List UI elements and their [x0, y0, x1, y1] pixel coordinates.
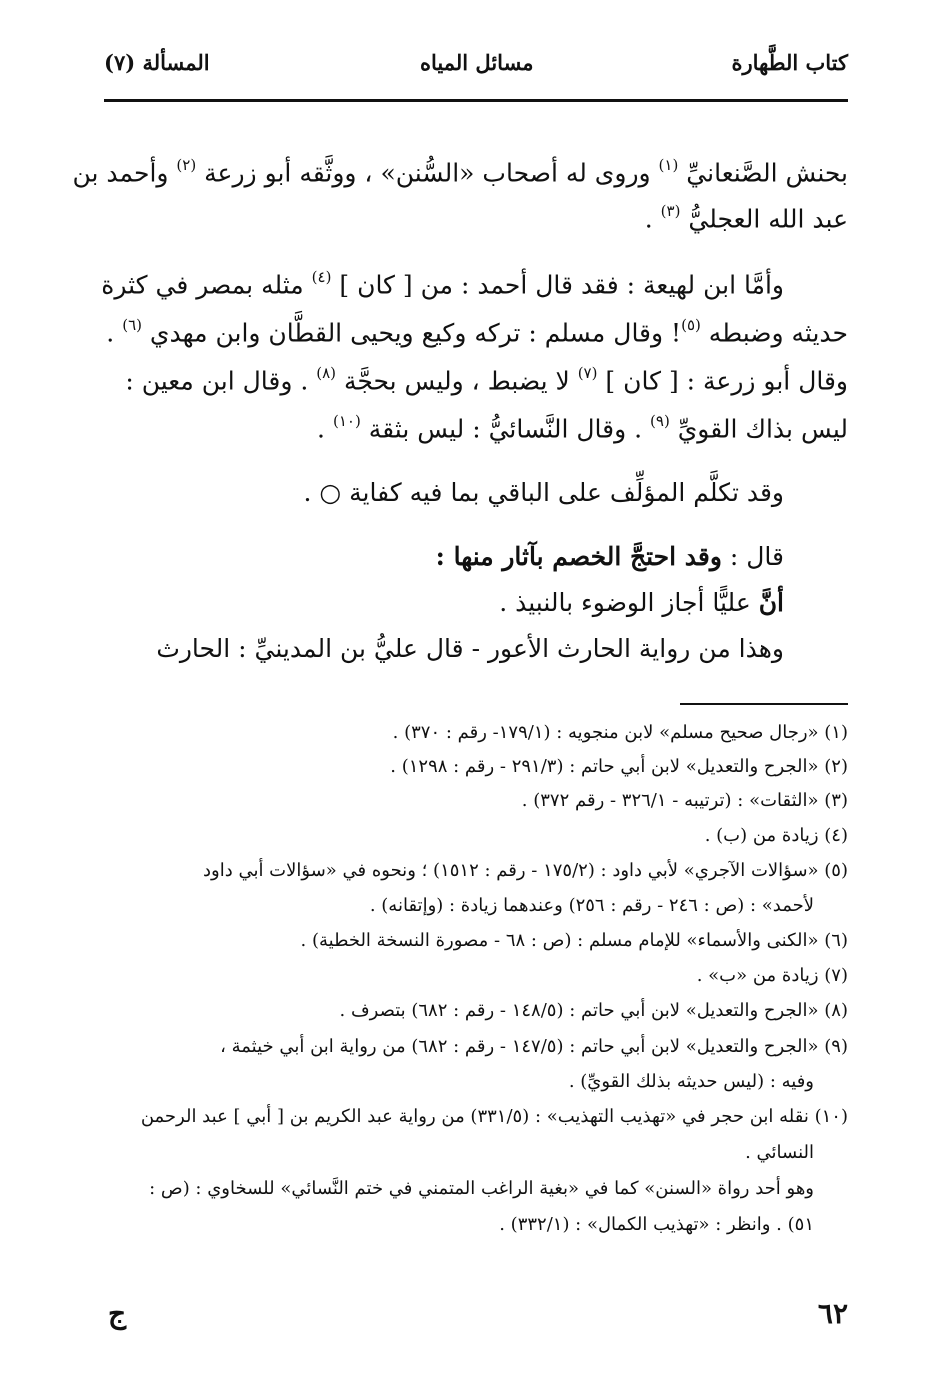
footnote-rule	[680, 703, 848, 705]
footnote-6: (٦) «الكنى والأسماء» للإمام مسلم : (ص : ٦٨ - مصورة النسخة الخطية) .	[300, 930, 848, 951]
body-line: بحنش الصَّنعانيِّ $^{(١)}$ وروى له أصحاب «السُّنن» ، ووثَّقه أبو زرعة $^{(٢)}$ وأحمد بن	[72, 156, 848, 188]
body-line: أنَّ عليًّا أجاز الوضوء بالنبيذ .	[499, 588, 784, 617]
footnote-10: (١٠) نقله ابن حجر في «تهذيب التهذيب» : (٣٣١/٥) من رواية عبد الكريم بن [ أبي ] عبد الرحمن	[140, 1106, 848, 1127]
body-line: وقد تكلَّم المؤلِّف على الباقي بما فيه كفاية ○ .	[303, 478, 784, 507]
footnote-8: (٨) «الجرح والتعديل» لابن أبي حاتم : (١٤٨/٥ - رقم : ٦٨٢) بتصرف .	[339, 1000, 848, 1021]
body-line: وأمَّا ابن لهيعة : فقد قال أحمد : من [ كان ] $^{(٤)}$ مثله بمصر في كثرة	[101, 268, 784, 300]
footnote-10-note: وهو أحد رواة «السنن» كما في «بغية الراغب المتمني في ختم النَّسائي» للسخاوي : (ص :	[149, 1178, 814, 1199]
footnote-9-cont: وفيه : (ليس حديثه بذلك القويِّ) .	[568, 1071, 814, 1092]
body-line: وقال أبو زرعة : [ كان ] $^{(٧)}$ لا يضبط ، وليس بحجَّة $^{(٨)}$ . وقال ابن معين :	[125, 364, 848, 396]
body-line: قال : وقد احتجَّ الخصم بآثار منها :	[435, 542, 784, 571]
header-issue-number: المسألة (٧)	[104, 50, 210, 75]
page-number: ٦٢	[817, 1297, 848, 1330]
header-chapter-title: مسائل المياه	[420, 50, 534, 75]
body-line: وهذا من رواية الحارث الأعور - قال عليُّ بن المدينيِّ : الحارث	[156, 634, 784, 663]
footnote-10-cont: النسائي .	[745, 1142, 814, 1163]
header-book-title: كتاب الطَّهارة	[731, 50, 848, 75]
header-rule	[104, 99, 848, 102]
signature-mark: ج	[108, 1297, 127, 1330]
footnote-5: (٥) «سؤالات الآجري» لأبي داود : (١٧٥/٢ - رقم : ١٥١٢) ؛ ونحوه في «سؤالات أبي داود	[203, 860, 848, 881]
footnote-7: (٧) زيادة من «ب» .	[696, 965, 848, 986]
footnote-9: (٩) «الجرح والتعديل» لابن أبي حاتم : (١٤٧/٥ - رقم : ٦٨٢) من رواية ابن أبي خيثمة ،	[220, 1036, 848, 1057]
body-line: حديثه وضبطه $^{(٥)}$! وقال مسلم : تركه وكيع ويحيى القطَّان وابن مهدي $^{(٦)}$ .	[106, 316, 848, 348]
footnote-1: (١) «رجال صحيح مسلم» لابن منجويه : (١٧٩/١- رقم : ٣٧٠) .	[392, 722, 848, 743]
footnote-2: (٢) «الجرح والتعديل» لابن أبي حاتم : (٢٩١/٣ - رقم : ١٢٩٨) .	[390, 756, 848, 777]
footnote-10-note-cont: ٥١) . وانظر : «تهذيب الكمال» : (٣٣٢/١) .	[499, 1214, 814, 1235]
footnote-3: (٣) «الثقات» : (ترتيبه - ٣٢٦/١ - رقم ٣٧٢) .	[521, 790, 848, 811]
body-line: ليس بذاك القويِّ $^{(٩)}$ . وقال النَّسائيُّ : ليس بثقة $^{(١٠)}$ .	[317, 412, 848, 444]
footnote-5-cont: لأحمد» : (ص : ٢٤٦ - رقم : ٢٥٦) وعندهما زيادة : (وإتقانه) .	[369, 895, 814, 916]
footnote-4: (٤) زيادة من (ب) .	[704, 825, 848, 846]
body-line: عبد الله العجليُّ $^{(٣)}$ .	[644, 202, 848, 234]
